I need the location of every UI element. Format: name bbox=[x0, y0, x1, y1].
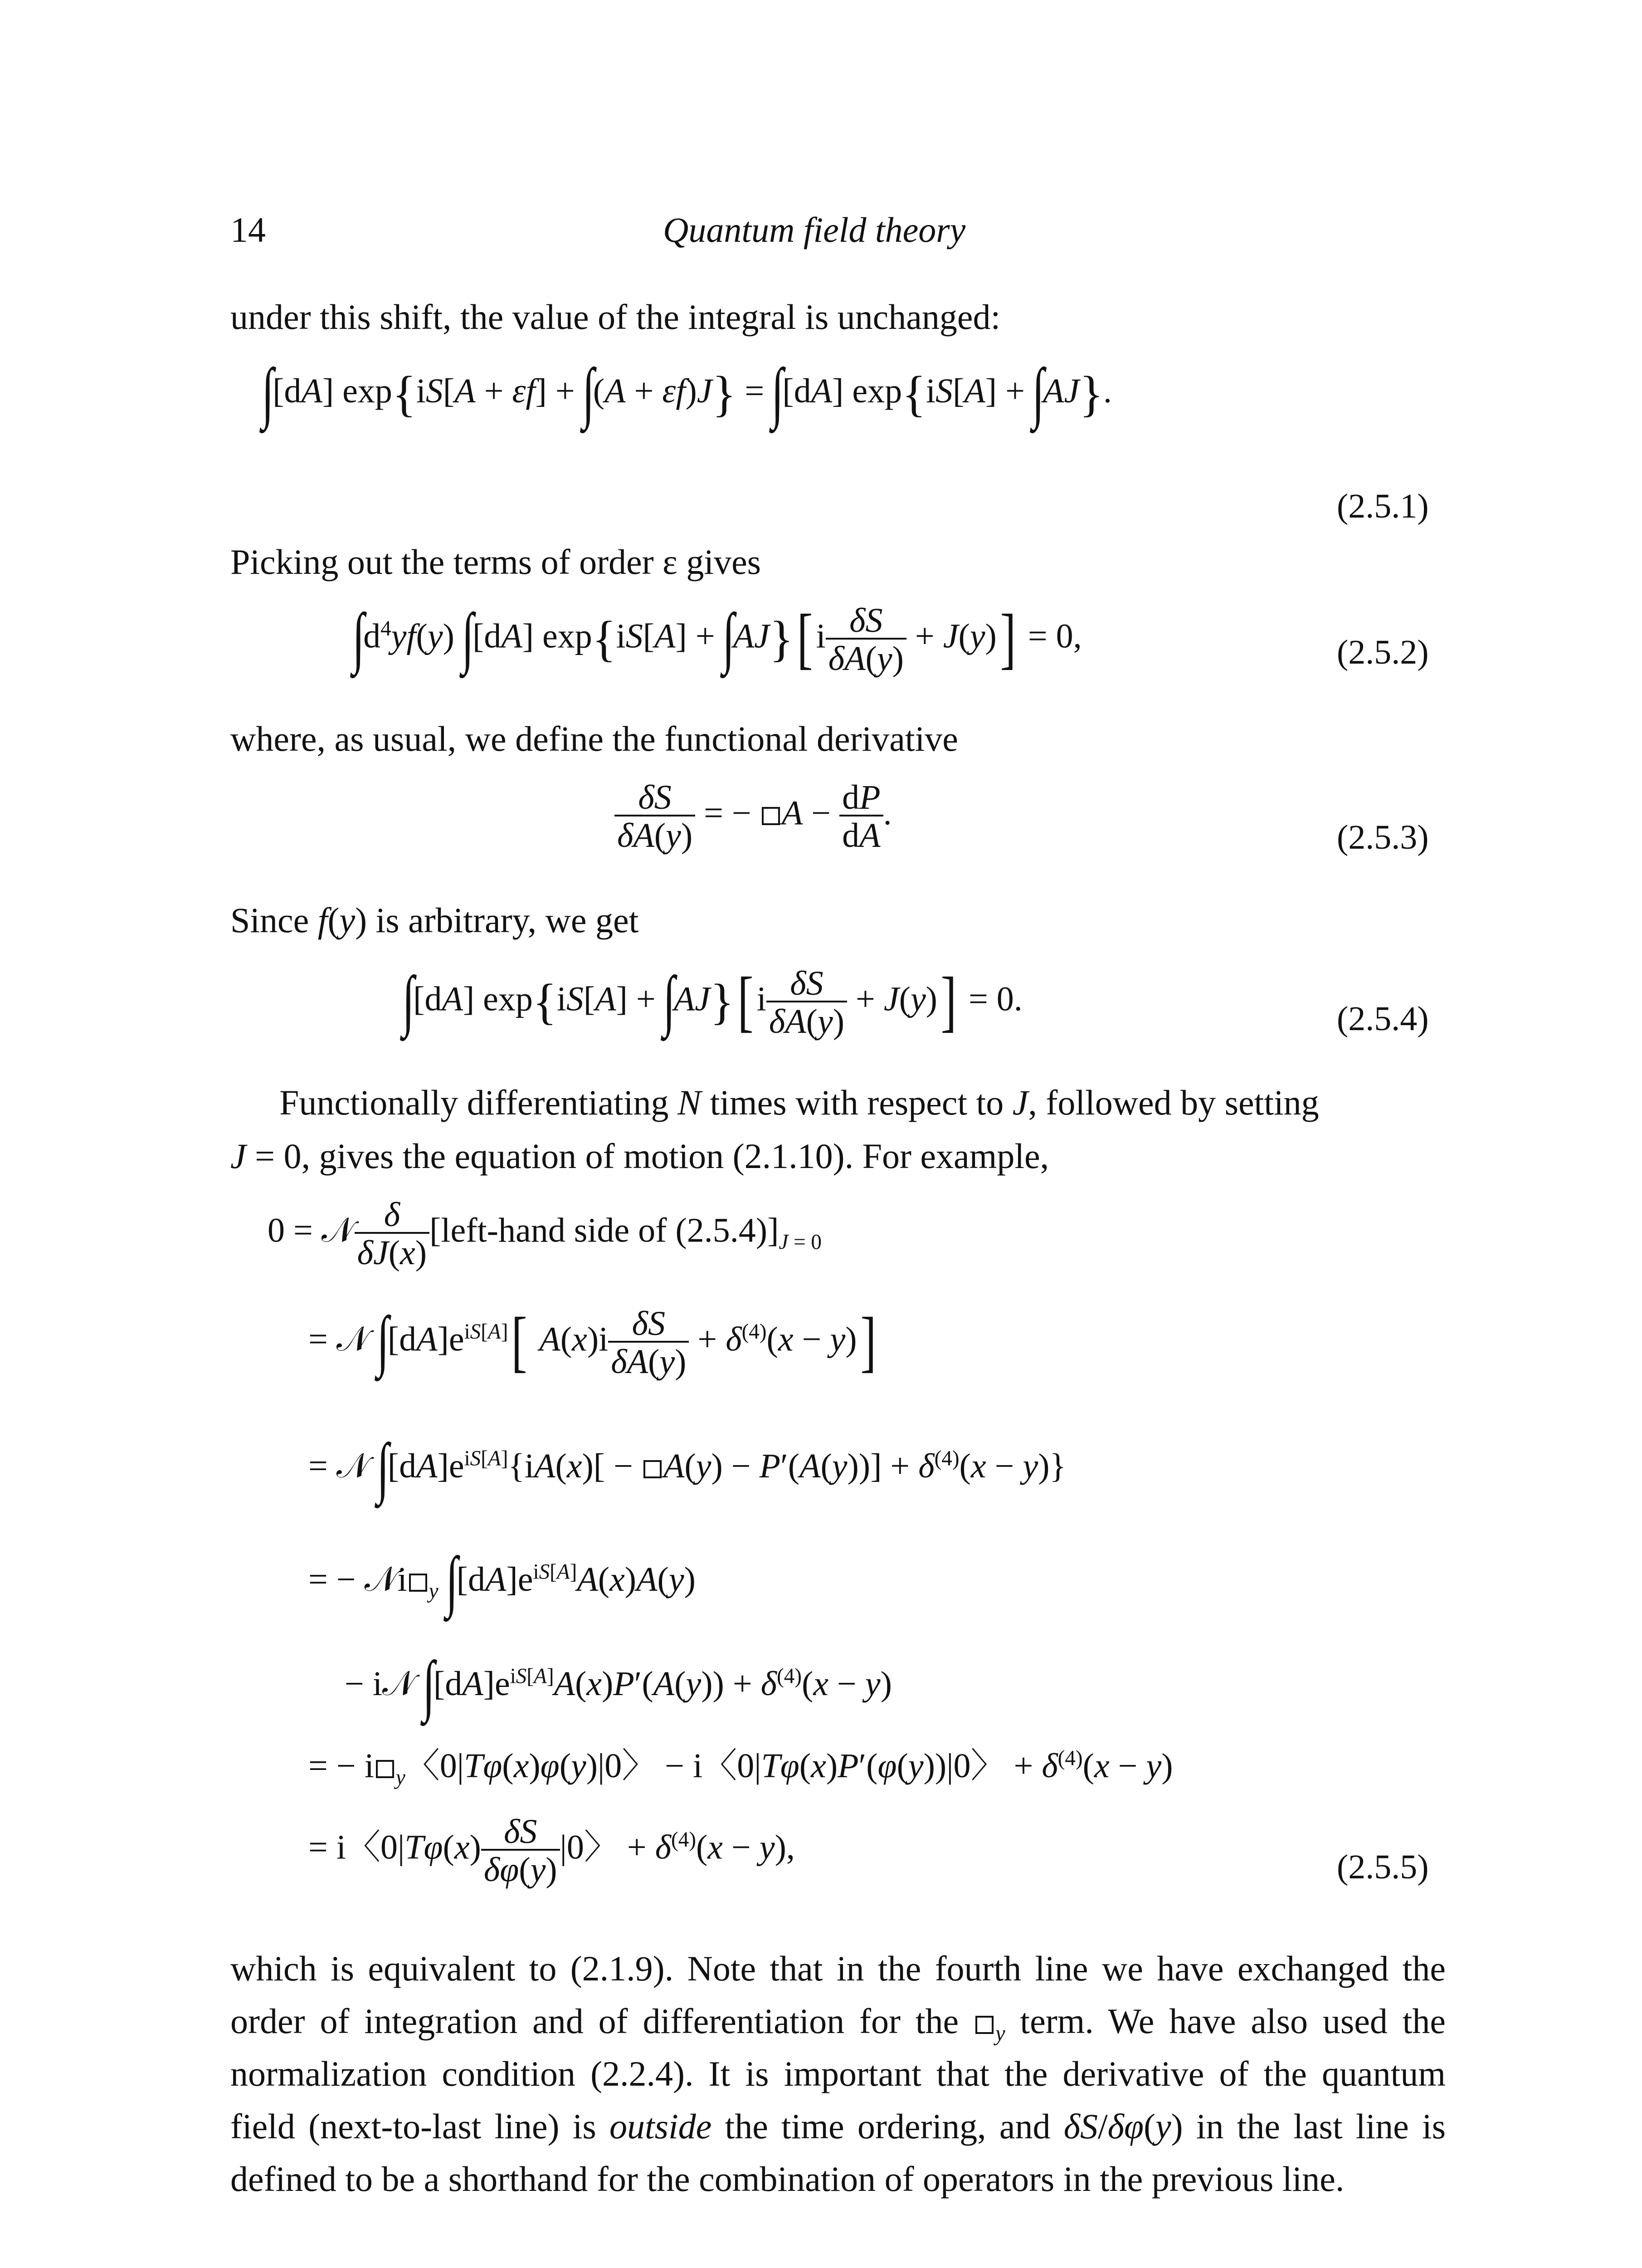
intro-text: under this shift, the value of the integral is unchanged: bbox=[230, 297, 1001, 337]
since-text: Since f(y) is arbitrary, we get bbox=[230, 900, 639, 940]
equation-label-2-5-5: (2.5.5) bbox=[1337, 1848, 1429, 1886]
eq5-line-5: − i𝒩 $\int[dA]e^{iS[A]}A(x)P'(A(y)) + \delta^{(4)}(x - y)$ bbox=[345, 1647, 892, 1723]
eq5-line-6: = − i $_y$〈0|Tφ(x)φ(y)|0〉 − i〈0|Tφ(x)P′(φ(y))|0〉 + $\delta^{(4)}(x - y)$ bbox=[308, 1746, 1173, 1790]
page-number: 14 bbox=[230, 210, 266, 249]
equation-2-5-4: ∫[dA] exp{iS[A] + ∫AJ}[i $\frac{\delta S}{\delta A(y)}$ + J(y)] = 0. bbox=[402, 963, 1023, 1041]
running-title: Quantum field theory bbox=[663, 210, 966, 249]
eq5-line-1: 0 = 𝒩 $\frac{\delta}{\delta J(x)}$ [left-hand side of $(2.5.4)]_{J = 0}$ bbox=[268, 1196, 822, 1272]
equation-2-5-1: ∫[dA] exp{iS[A + εf] + ∫(A + εf)J} = ∫[dA] exp{iS[A] + ∫AJ}. bbox=[262, 355, 1112, 430]
eq5-line-4: = − 𝒩i $_y$ $\int[dA]e^{iS[A]}A(x)A(y)$ bbox=[308, 1543, 696, 1618]
picking-text: Picking out the terms of order ε gives bbox=[230, 542, 761, 582]
functional-text-line-2: J = 0, gives the equation of motion (2.1.10). For example, bbox=[230, 1136, 1049, 1176]
functional-text-line-1: Functionally differentiating N times with respect to J, followed by setting bbox=[279, 1083, 1319, 1122]
equation-2-5-2: $\int d^4yf(y)$ ∫[dA] exp{iS[A] + ∫AJ}[i $\frac{\delta S}{\delta A(y)}$ + J(y)] = 0, bbox=[352, 600, 1082, 678]
equation-label-2-5-1: (2.5.1) bbox=[1337, 487, 1429, 525]
where-text: where, as usual, we define the functional derivative bbox=[230, 719, 958, 758]
eq5-line-3: = 𝒩 $\int[dA]e^{iS[A]}\{iA(x)[ - A(y) - P'(A(y))] + \delta^{(4)}(x - y)\}$ bbox=[308, 1430, 1066, 1505]
equation-label-2-5-2: (2.5.2) bbox=[1337, 633, 1429, 671]
equation-2-5-3: $\frac{\delta S}{\delta A(y)}$ = − A − $\frac{dP}{dA}$ . bbox=[614, 780, 892, 853]
equation-label-2-5-4: (2.5.4) bbox=[1337, 1000, 1429, 1038]
eq5-line-2: = 𝒩 $\int[dA]e^{iS[A]}$[ A(x)i $\frac{\delta S}{\delta A(y)}$ + $\delta^{(4)}(x - y)$] bbox=[308, 1303, 876, 1381]
eq5-line-7: = i〈0|Tφ(x) $\frac{\delta S}{\delta\varphi(y)}$ |0〉 + $\delta^{(4)}(x - y)$, bbox=[308, 1813, 795, 1889]
equation-label-2-5-3: (2.5.3) bbox=[1337, 818, 1429, 856]
closing-paragraph: which is equivalent to (2.1.9). Note that in the fourth line we have exchanged the order of integration and of differentiation for the $_y$ term. We have also used the normalization condition (2.2.4). It is important that the derivative of the quantum field (next-to-last line) is outside the time ordering, and δS/δφ(y) in the last line is defined to be a shorthand for the combination of operators in the previous line. bbox=[230, 1949, 1446, 2199]
